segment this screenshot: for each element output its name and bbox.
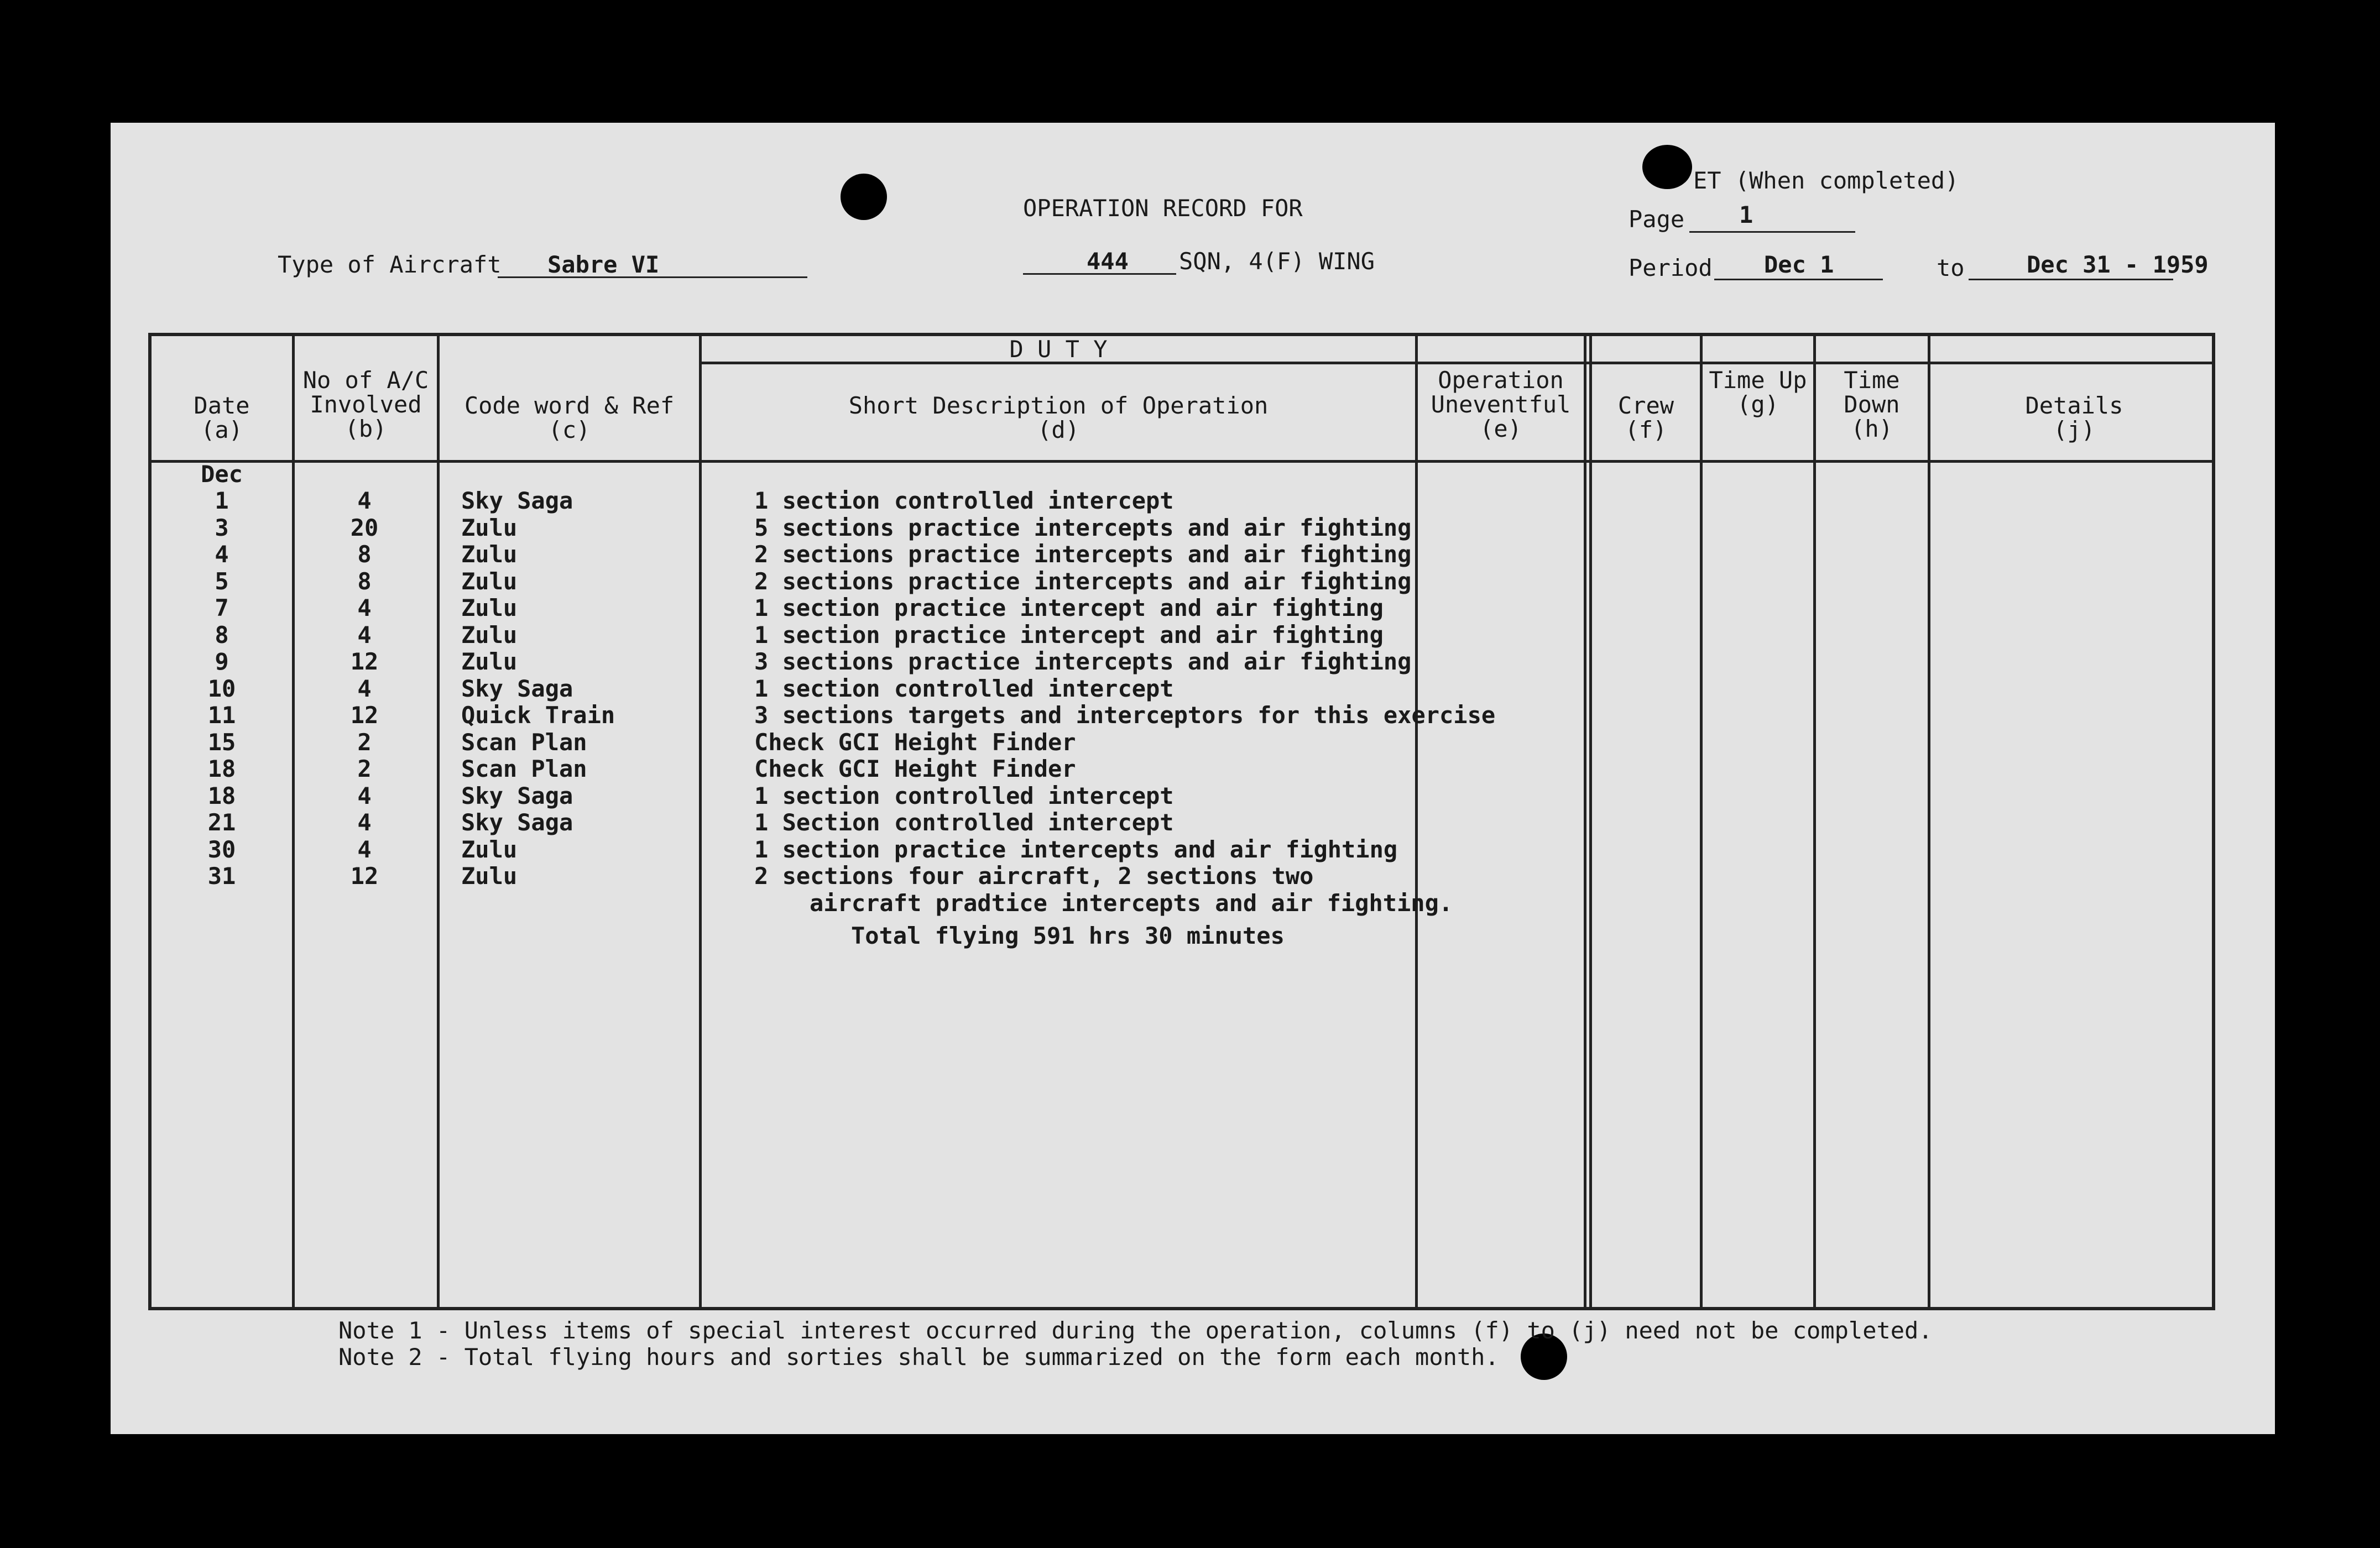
col-header-date: Date (a) [194, 392, 250, 443]
code-word-cell: Zulu [461, 621, 518, 649]
description-column [754, 488, 1495, 917]
date-cell: 4 [215, 541, 229, 568]
col-header-description: Short Description of Operation (d) [848, 392, 1269, 443]
code-word-cell: Sky Saga [461, 674, 573, 702]
aircraft-count-cell: 4 [357, 674, 372, 702]
code-word-cell: Quick Train [461, 702, 615, 729]
code-word-cell: Sky Saga [461, 487, 573, 514]
description-cell: 1 section practice intercept and air fighting [754, 621, 1384, 649]
date-cell: 1 [215, 487, 229, 514]
page-value: 1 [1739, 201, 1753, 228]
code-word-cell: Scan Plan [461, 755, 587, 782]
date-cell: 3 [215, 514, 229, 541]
description-cell: 2 sections practice intercepts and air fighting [754, 541, 1412, 568]
duty-group-header: D U T Y [1009, 336, 1108, 363]
date-cell: 30 [207, 835, 236, 863]
period-from: Dec 1 [1764, 251, 1834, 278]
aircraft-type-value: Sabre VI [547, 251, 660, 278]
aircraft-count-cell: 4 [357, 594, 372, 621]
code-word-cell: Zulu [461, 567, 518, 595]
code-word-cell: Zulu [461, 648, 518, 675]
aircraft-count-cell: 2 [357, 755, 372, 782]
page-label: Page [1629, 206, 1685, 233]
punch-hole [1642, 145, 1692, 189]
code-word-cell: Zulu [461, 514, 518, 541]
code-word-column [461, 488, 615, 890]
date-cell: 21 [207, 809, 236, 836]
month-label: Dec [201, 461, 243, 488]
aircraft-count-cell: 8 [357, 541, 372, 568]
to-label: to [1937, 254, 1965, 281]
date-cell: 7 [215, 594, 229, 621]
period-label: Period [1629, 254, 1713, 281]
period-to: Dec 31 - 1959 [2027, 251, 2209, 278]
squadron-number: 444 [1087, 248, 1129, 275]
date-column [152, 488, 292, 890]
date-cell: 11 [207, 702, 236, 729]
squadron-wing: SQN, 4(F) WING [1179, 248, 1375, 275]
description-cell: 2 sections four aircraft, 2 sections two [754, 862, 1314, 890]
operations-table [148, 333, 2215, 1310]
aircraft-count-cell: 12 [350, 702, 379, 729]
note-2: Note 2 - Total flying hours and sorties shall be summarized on the form each month. [338, 1343, 1499, 1371]
record-sheet [111, 123, 2275, 1434]
description-cell: 1 section controlled intercept [754, 674, 1174, 702]
form-title: OPERATION RECORD FOR [1023, 195, 1303, 222]
date-cell: 9 [215, 648, 229, 675]
description-cell: 2 sections practice intercepts and air fighting [754, 567, 1412, 595]
code-word-cell: Zulu [461, 862, 518, 890]
col-header-time-up: Time Up (g) [1709, 367, 1807, 418]
aircraft-type-label: Type of Aircraft [278, 251, 502, 278]
col-header-time-down: Time Down (h) [1844, 367, 1900, 442]
date-cell: 8 [215, 621, 229, 649]
description-cell: Check GCI Height Finder [754, 755, 1076, 782]
aircraft-count-cell: 4 [357, 621, 372, 649]
code-word-cell: Zulu [461, 541, 518, 568]
aircraft-count-cell: 12 [350, 862, 379, 890]
description-cell: 1 section controlled intercept [754, 782, 1174, 809]
col-header-code: Code word & Ref (c) [464, 392, 675, 443]
classification: ET (When completed) [1693, 167, 1959, 194]
date-cell: 18 [207, 782, 236, 809]
aircraft-count-cell: 8 [357, 567, 372, 595]
aircraft-count-cell: 4 [357, 487, 372, 514]
aircraft-count-cell: 2 [357, 728, 372, 756]
description-cell: 5 sections practice intercepts and air fighting [754, 514, 1412, 541]
description-cell: 1 Section controlled intercept [754, 809, 1174, 836]
code-word-cell: Sky Saga [461, 782, 573, 809]
description-cell: Check GCI Height Finder [754, 728, 1076, 756]
total-flying: Total flying 591 hrs 30 minutes [851, 922, 1285, 949]
col-header-aircraft: No of A/C Involved (b) [302, 367, 429, 442]
description-cell: 1 section practice intercepts and air fighting [754, 835, 1398, 863]
code-word-cell: Sky Saga [461, 809, 573, 836]
aircraft-count-cell: 4 [357, 809, 372, 836]
date-cell: 18 [207, 755, 236, 782]
aircraft-count-cell: 4 [357, 835, 372, 863]
date-cell: 31 [207, 862, 236, 890]
code-word-cell: Scan Plan [461, 728, 587, 756]
date-cell: 15 [207, 728, 236, 756]
description-cell: 3 sections practice intercepts and air fighting [754, 648, 1412, 675]
col-header-details: Details (j) [2025, 392, 2123, 443]
col-header-uneventful: Operation Uneventful (e) [1431, 367, 1571, 442]
col-header-crew: Crew (f) [1617, 392, 1674, 443]
date-cell: 10 [207, 674, 236, 702]
aircraft-count-cell: 20 [350, 514, 379, 541]
description-continuation: aircraft pradtice intercepts and air fighting. [810, 889, 1453, 917]
code-word-cell: Zulu [461, 594, 518, 621]
aircraft-count-column [292, 488, 437, 890]
code-word-cell: Zulu [461, 835, 518, 863]
description-cell: 3 sections targets and interceptors for this exercise [754, 702, 1496, 729]
aircraft-count-cell: 4 [357, 782, 372, 809]
aircraft-count-cell: 12 [350, 648, 379, 675]
description-cell: 1 section practice intercept and air fighting [754, 594, 1384, 621]
note-1: Note 1 - Unless items of special interest occurred during the operation, columns (f) to (j) need not be completed. [338, 1317, 1933, 1344]
punch-hole [841, 174, 887, 220]
date-cell: 5 [215, 567, 229, 595]
description-cell: 1 section controlled intercept [754, 487, 1174, 514]
